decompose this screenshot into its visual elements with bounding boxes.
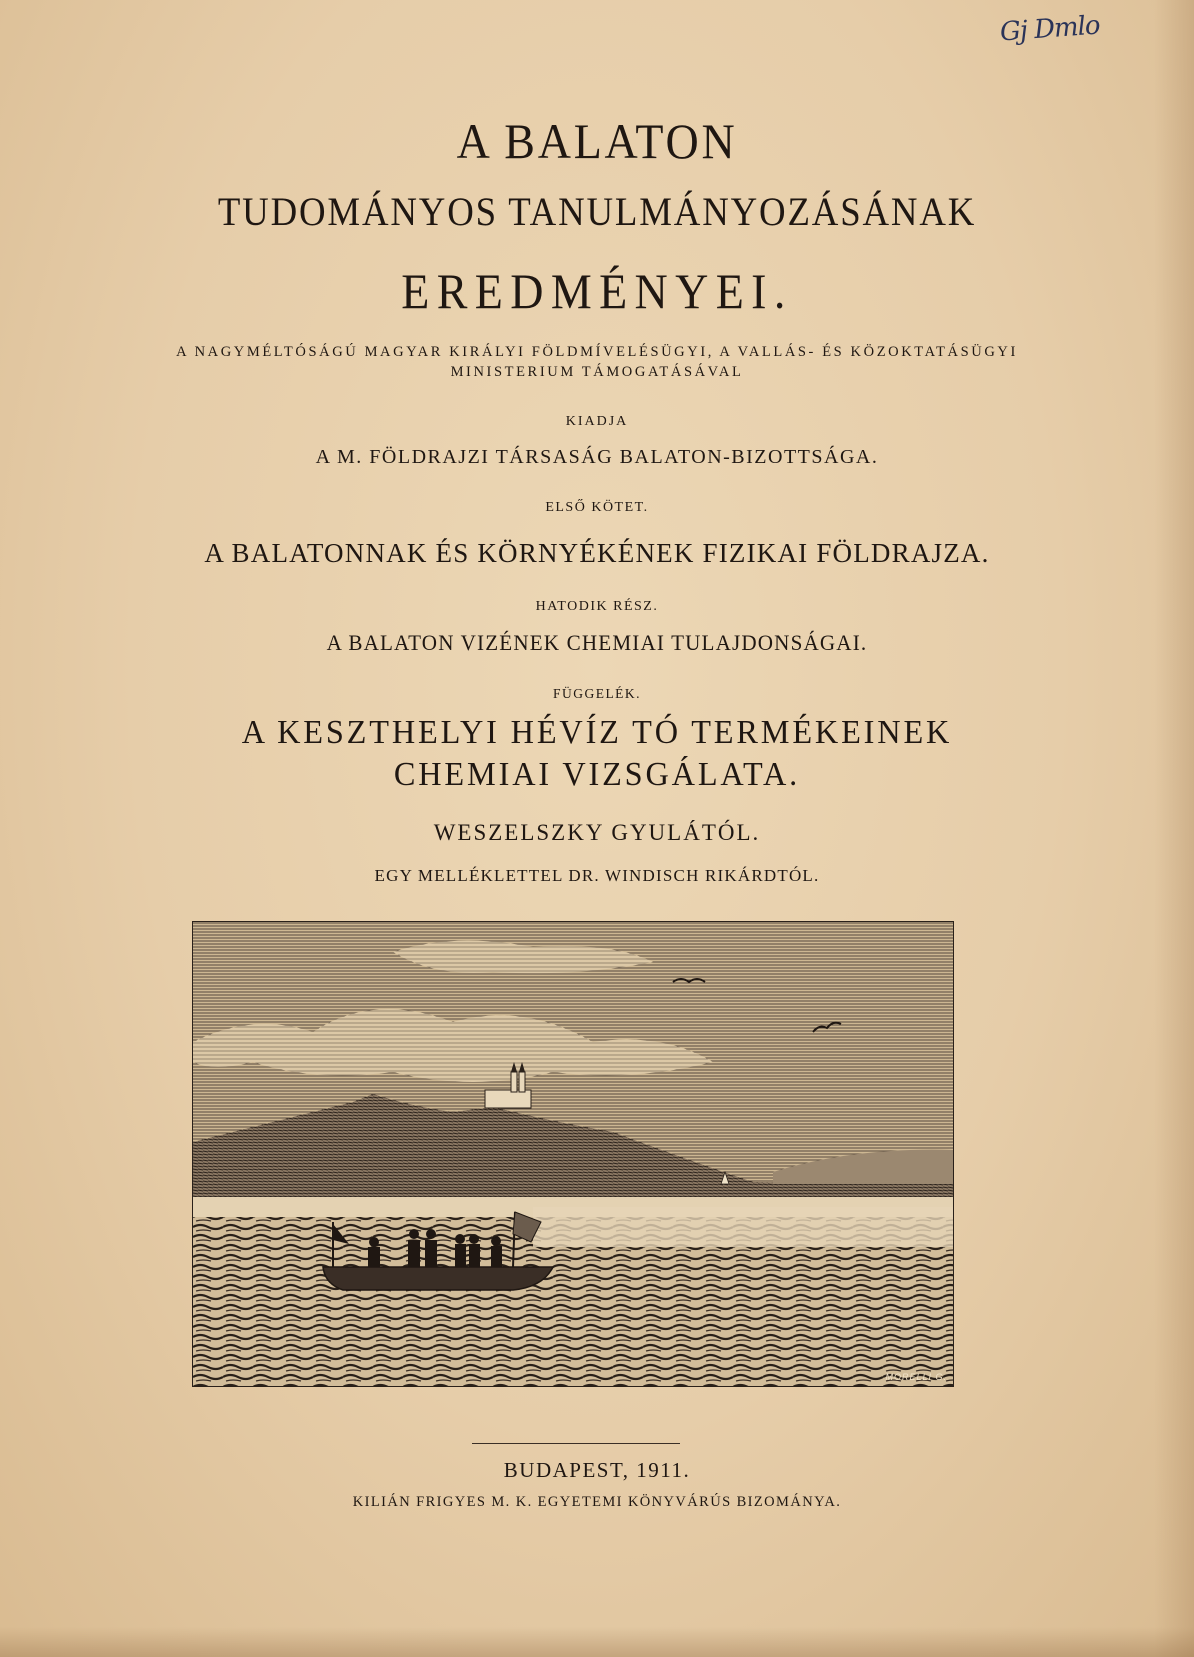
publisher-label: KIADJA [565,414,629,429]
part-label: HATODIK RÉSZ. [535,599,659,614]
title-line-1: A BALATON [456,113,738,169]
engraver-signature: MORELLI G. [885,1372,947,1382]
volume-title: A BALATONNAK ÉS KÖRNYÉKÉNEK FIZIKAI FÖLDRAJZA. [204,538,990,568]
engraving-illustration [193,922,953,1386]
imprint-distributor: KILIÁN FRIGYES M. K. EGYETEMI KÖNYVÁRÚS BIZOMÁNYA. [352,1494,842,1510]
author: WESZELSZKY GYULÁTÓL. [433,820,761,845]
divider-rule [472,1443,680,1444]
page-bottom-shadow [0,1627,1194,1657]
sponsor-line-2: MINISTERIUM TÁMOGATÁSÁVAL [450,364,744,380]
part-title: A BALATON VIZÉNEK CHEMIAI TULAJDONSÁGAI. [326,630,868,655]
lake-boat-engraving [192,921,954,1387]
appendix-title-line-1: A KESZTHELYI HÉVÍZ TÓ TERMÉKEINEK [241,714,953,751]
volume-label: ELSŐ KÖTET. [545,500,649,515]
appendix-label: FÜGGELÉK. [552,686,642,701]
publisher-name: A M. FÖLDRAJZI TÁRSASÁG BALATON-BIZOTTSÁGA. [315,446,879,468]
title-line-2: TUDOMÁNYOS TANULMÁNYOZÁSÁNAK [217,189,977,234]
supplement-note: EGY MELLÉKLETTEL DR. WINDISCH RIKÁRDTÓL. [374,866,820,885]
sponsor-line-1: A NAGYMÉLTÓSÁGÚ MAGYAR KIRÁLYI FÖLDMÍVELÉSÜGYI, A VALLÁS- ÉS KÖZOKTATÁSÜGYI [176,344,1018,360]
title-line-3: EREDMÉNYEI. [401,263,793,319]
imprint-city-year: BUDAPEST, 1911. [503,1458,691,1482]
handwritten-signature: Gj Dmlo [999,10,1101,48]
appendix-title-line-2: CHEMIAI VIZSGÁLATA. [393,756,801,793]
